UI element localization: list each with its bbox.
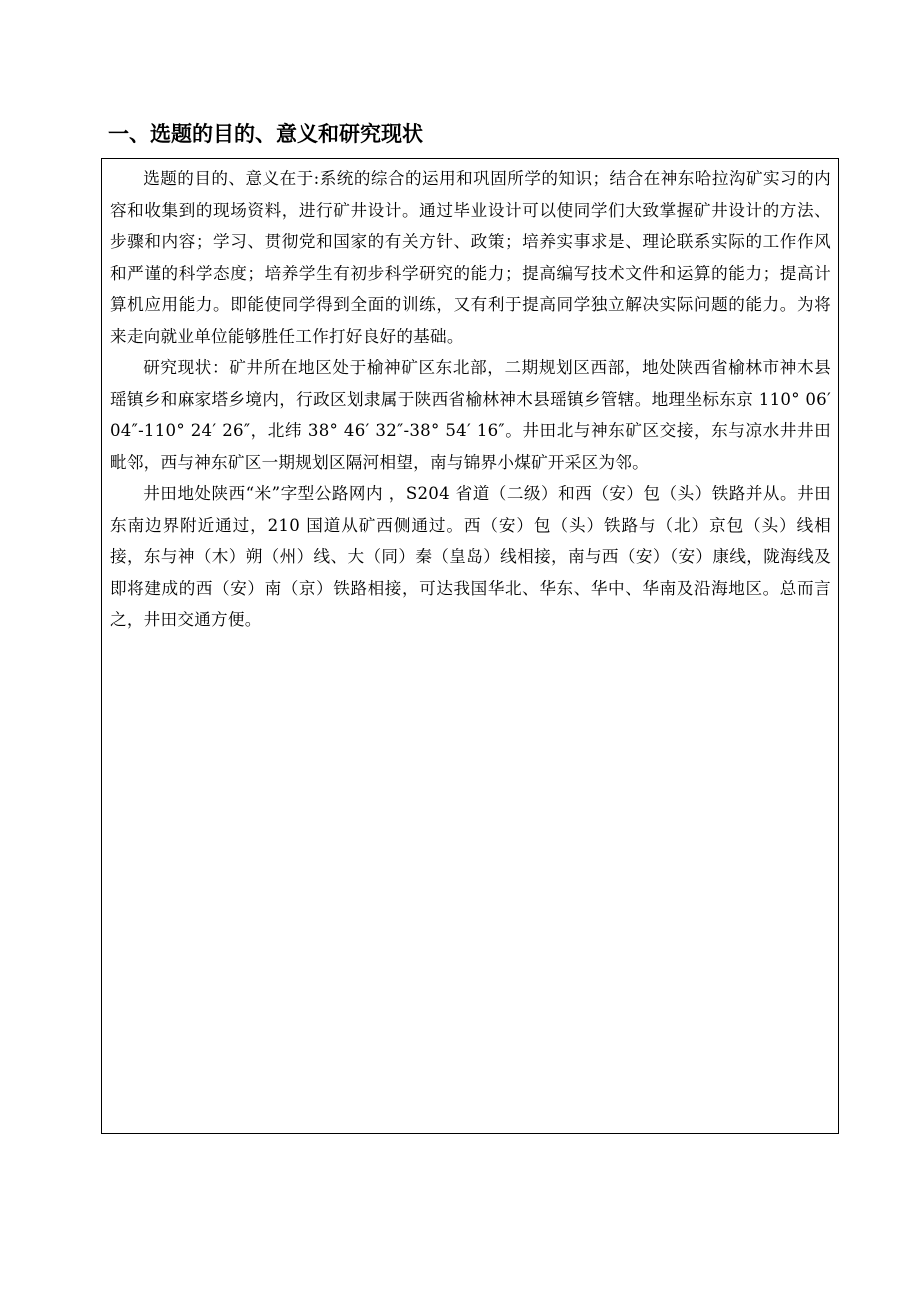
paragraph-research-status: 研究现状：矿井所在地区处于榆神矿区东北部，二期规划区西部，地处陕西省榆林市神木县瑶镇乡和麻家塔乡境内，行政区划隶属于陕西省榆林神木县瑶镇乡管辖。地理坐标东京 110° 06′ 04″-110° 24′ 26″，北纬 38° 46′ 32″-38° 54′ 16″。井田北与神东矿区交接，东与凉水井井田毗邻，西与神东矿区一期规划区隔河相望，南与锦界小煤矿开采区为邻。 <box>110 358 831 472</box>
content-body <box>102 159 838 636</box>
content-box <box>101 158 839 1134</box>
section-heading: 一、选题的目的、意义和研究现状 <box>108 122 423 146</box>
paragraph-purpose: 选题的目的、意义在于:系统的综合的运用和巩固所学的知识；结合在神东哈拉沟矿实习的内容和收集到的现场资料，进行矿井设计。通过毕业设计可以使同学们大致掌握矿井设计的方法、步骤和内容；学习、贯彻党和国家的有关方针、政策；培养实事求是、理论联系实际的工作作风和严谨的科学态度；培养学生有初步科学研究的能力；提高编写技术文件和运算的能力；提高计算机应用能力。即能使同学得到全面的训练，又有利于提高同学独立解决实际问题的能力。为将来走向就业单位能够胜任工作打好良好的基础。 <box>110 169 831 346</box>
paragraph-transportation: 井田地处陕西“米”字型公路网内 ，S204 省道（二级）和西（安）包（头）铁路并从。井田东南边界附近通过，210 国道从矿西侧通过。西（安）包（头）铁路与（北）京包（头）线相接，东与神（木）朔（州）线、大（同）秦（皇岛）线相接，南与西（安）（安）康线，陇海线及即将建成的西（安）南（京）铁路相接，可达我国华北、华东、华中、华南及沿海地区。总而言之，井田交通方便。 <box>110 484 831 629</box>
